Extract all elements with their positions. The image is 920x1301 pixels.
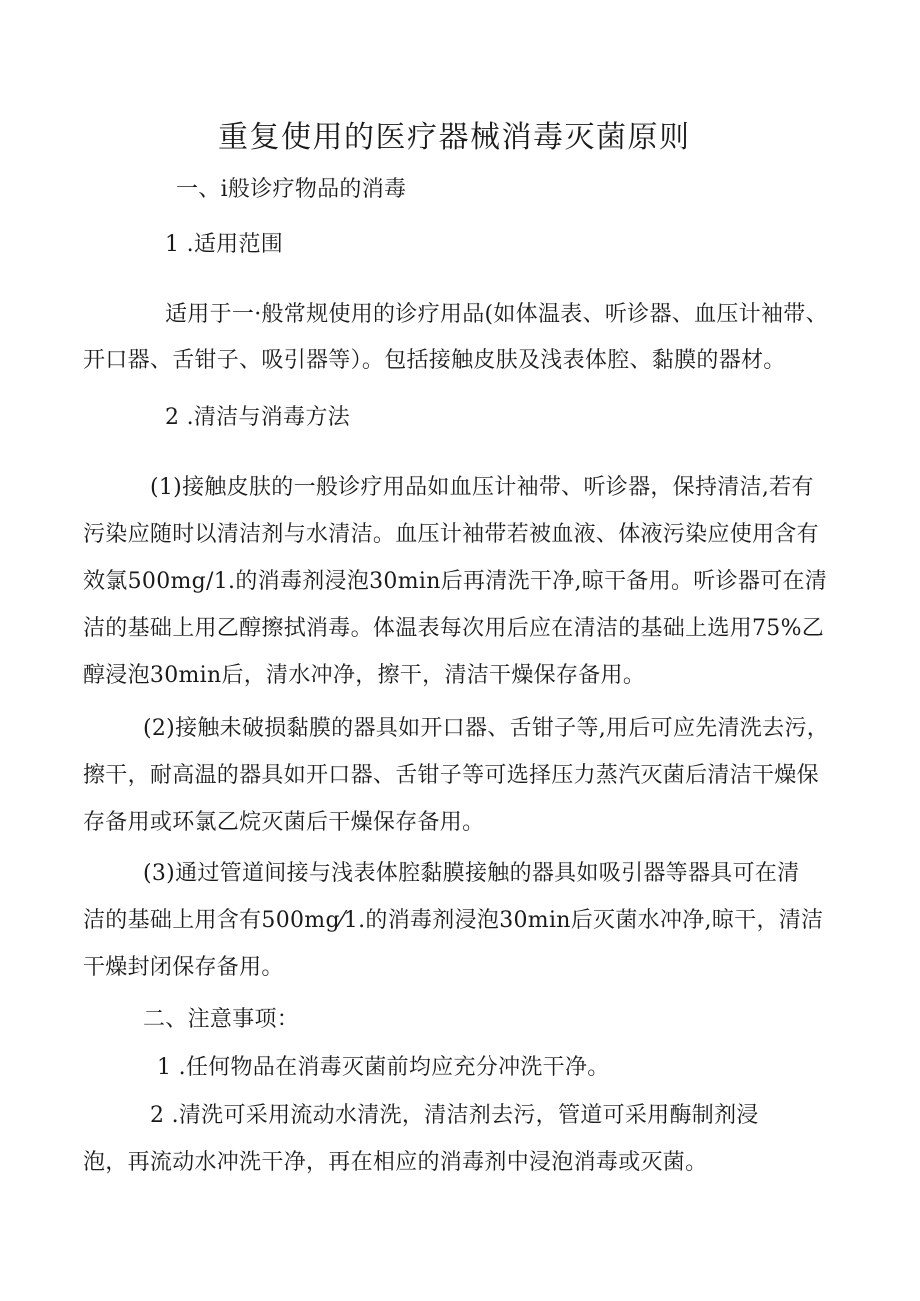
paragraph-line: 洁的基础上用含有500mg⁄1.的消毒剂浸泡30min后灭菌水冲净,晾干，清洁 <box>83 908 824 933</box>
paragraph-line: 效氯500mg/1.的消毒剂浸泡30min后再清洗干净,晾干备用。听诊器可在清 <box>83 569 828 594</box>
item-heading: 1 .适用范围 <box>165 232 284 257</box>
paragraph-line: 污染应随时以清洁剂与水清洁。血压计袖带若被血液、体液污染应使用含有 <box>83 522 819 547</box>
page-title: 重复使用的医疗器械消毒灭菌原则 <box>218 120 691 155</box>
list-item: 2 .清洗可采用流动水清洗，清洁剂去污，管道可采用酶制剂浸 <box>150 1103 759 1128</box>
item-heading: 2 .清洁与消毒方法 <box>165 405 350 430</box>
section-heading: 一、i般诊疗物品的消毒 <box>176 177 407 202</box>
paragraph-line: 干燥封闭保存备用。 <box>83 955 284 980</box>
paragraph-line: (2)接触未破损黏膜的器具如开口器、舌钳子等,用后可应先清洗去污， <box>143 716 830 741</box>
paragraph-line: 醇浸泡30min后，清水冲净，擦干，清洁干燥保存备用。 <box>83 663 646 688</box>
paragraph-line: 擦干，耐高温的器具如开口器、舌钳子等可选择压力蒸汽灭菌后清洁干燥保 <box>83 763 819 788</box>
paragraph-line: (1)接触皮肤的一般诊疗用品如血压计袖带、听诊器，保持清洁,若有 <box>150 475 814 500</box>
paragraph-line: (3)通过管道间接与浅表体腔黏膜接触的器具如吸引器等器具可在清 <box>143 861 800 886</box>
paragraph-line: 开口器、舌钳子、吸引器等）。包括接触皮肤及浅表体腔、黏膜的器材。 <box>83 348 786 373</box>
paragraph-line: 存备用或环氯乙烷灭菌后干燥保存备用。 <box>83 810 485 835</box>
paragraph-line: 泡，再流动水冲洗干净，再在相应的消毒剂中浸泡消毒或灭菌。 <box>83 1150 708 1175</box>
list-item: 1 .任何物品在消毒灭菌前均应充分冲洗干净。 <box>157 1055 610 1080</box>
paragraph-line: 适用于一·般常规使用的诊疗用品(如体温表、听诊器、血压计袖带、 <box>165 302 828 327</box>
section-heading: 二、注意事项： <box>143 1007 300 1032</box>
paragraph-line: 洁的基础上用乙醇擦拭消毒。体温表每次用后应在清洁的基础上选用75%乙 <box>83 616 825 641</box>
